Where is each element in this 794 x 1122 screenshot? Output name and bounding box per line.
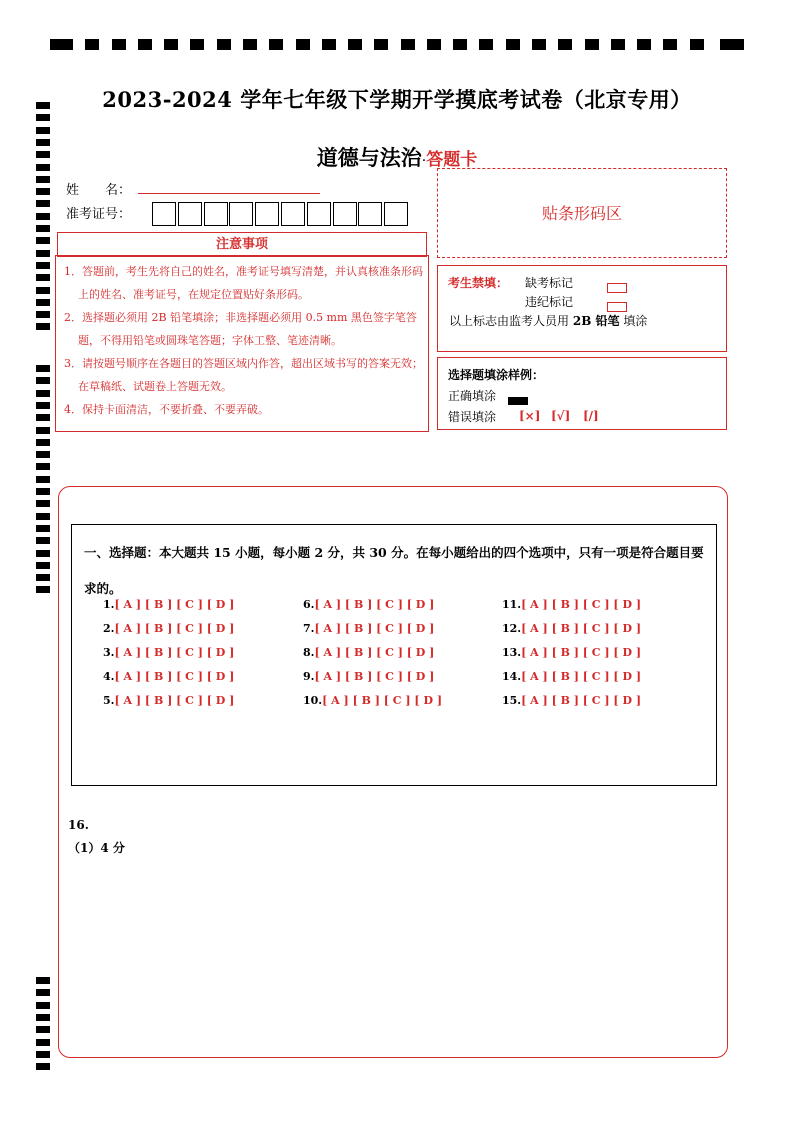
timing-mark bbox=[36, 390, 50, 397]
notice-item: 1．答题前，考生先将自己的姓名，准考证号填写清楚，并认真核准条形码上的姓名、准考证号，在规定位置贴好条形码。 bbox=[64, 265, 423, 301]
timing-mark bbox=[164, 39, 178, 50]
timing-mark bbox=[36, 225, 50, 232]
section1-instruction: 一、选择题：本大题共 15 小题，每小题 2 分，共 30 分。在每小题给出的四个选项中，只有一项是符合题目要求的。 bbox=[84, 545, 704, 596]
timing-mark bbox=[36, 463, 50, 470]
timing-mark bbox=[532, 39, 546, 50]
timing-mark bbox=[637, 39, 651, 50]
exam-id-digit-box[interactable] bbox=[333, 202, 357, 226]
mc-question bbox=[502, 694, 641, 707]
mc-answer-options[interactable]: [ A ] [ B ] [ C ] [ D ] bbox=[114, 694, 235, 707]
mc-answer-options[interactable]: [ A ] [ B ] [ C ] [ D ] bbox=[521, 646, 642, 659]
name-field[interactable] bbox=[138, 193, 320, 194]
mc-answer-options[interactable]: [ A ] [ B ] [ C ] [ D ] bbox=[314, 622, 435, 635]
wrong-mark-check: [√] bbox=[551, 409, 571, 423]
mc-question-number: 9. bbox=[303, 670, 315, 683]
sample-title: 选择题填涂样例： bbox=[448, 368, 545, 382]
mc-answer-options[interactable]: [ A ] [ B ] [ C ] [ D ] bbox=[521, 622, 642, 635]
ban-note-bold: 2B 铅笔 bbox=[572, 314, 620, 328]
timing-mark bbox=[36, 977, 50, 984]
mc-question bbox=[303, 670, 434, 683]
exam-id-digit-box[interactable] bbox=[307, 202, 331, 226]
timing-mark bbox=[36, 1051, 50, 1058]
absent-mark-box[interactable] bbox=[607, 283, 627, 293]
wrong-mark-cross: [×] bbox=[519, 409, 541, 423]
multiple-choice-section bbox=[71, 524, 717, 786]
timing-mark bbox=[690, 39, 704, 50]
notice-list bbox=[56, 256, 428, 421]
timing-mark bbox=[36, 262, 50, 269]
timing-mark bbox=[36, 550, 50, 557]
subtitle-separator: · bbox=[421, 153, 427, 169]
mc-question bbox=[103, 598, 234, 611]
mc-question-number: 8. bbox=[303, 646, 315, 659]
timing-mark bbox=[296, 39, 310, 50]
mc-question bbox=[502, 670, 641, 683]
timing-mark bbox=[36, 1014, 50, 1021]
correct-fill-sample bbox=[508, 397, 528, 405]
exam-id-digit-box[interactable] bbox=[229, 202, 253, 226]
timing-mark bbox=[611, 39, 625, 50]
timing-mark bbox=[36, 237, 50, 244]
mc-answer-options[interactable]: [ A ] [ B ] [ C ] [ D ] bbox=[314, 646, 435, 659]
ban-note bbox=[449, 312, 647, 329]
exam-id-digit-box[interactable] bbox=[204, 202, 228, 226]
mc-question-number: 1. bbox=[103, 598, 115, 611]
timing-mark bbox=[36, 287, 50, 294]
mc-question-number: 6. bbox=[303, 598, 315, 611]
ban-note-prefix: 以上标志由监考人员用 bbox=[449, 314, 570, 328]
timing-mark bbox=[36, 414, 50, 421]
timing-mark bbox=[36, 989, 50, 996]
question-16-number: 16. bbox=[68, 818, 89, 832]
ban-title: 考生禁填： bbox=[448, 276, 509, 290]
timing-mark bbox=[506, 39, 520, 50]
absent-mark-label: 缺考标记 bbox=[525, 276, 574, 290]
mc-answer-options[interactable]: [ A ] [ B ] [ C ] [ D ] bbox=[314, 670, 435, 683]
timing-mark bbox=[479, 39, 493, 50]
mc-question bbox=[103, 622, 234, 635]
timing-mark bbox=[720, 39, 744, 50]
mc-answer-options[interactable]: [ A ] [ B ] [ C ] [ D ] bbox=[114, 598, 235, 611]
timing-mark bbox=[36, 311, 50, 318]
examiner-only-box bbox=[437, 265, 727, 352]
timing-mark bbox=[190, 39, 204, 50]
mc-question-number: 7. bbox=[303, 622, 315, 635]
timing-mark bbox=[217, 39, 231, 50]
timing-mark bbox=[36, 525, 50, 532]
timing-mark bbox=[36, 323, 50, 330]
subject-title: 道德与法治 bbox=[316, 146, 422, 170]
timing-mark bbox=[453, 39, 467, 50]
timing-mark bbox=[401, 39, 415, 50]
mc-question-number: 14. bbox=[502, 670, 522, 683]
timing-mark bbox=[112, 39, 126, 50]
timing-mark bbox=[36, 365, 50, 372]
exam-title: 2023-2024 学年七年级下学期开学摸底考试卷（北京专用） bbox=[102, 87, 692, 112]
mc-question bbox=[502, 646, 641, 659]
mc-question bbox=[303, 694, 442, 707]
timing-mark bbox=[36, 213, 50, 220]
notice-box bbox=[55, 255, 429, 432]
timing-mark bbox=[85, 39, 99, 50]
timing-mark bbox=[36, 299, 50, 306]
exam-id-label: 准考证号： bbox=[66, 207, 132, 222]
timing-mark bbox=[36, 500, 50, 507]
mc-question bbox=[303, 646, 434, 659]
violation-mark-box[interactable] bbox=[607, 302, 627, 312]
mc-question-number: 3. bbox=[103, 646, 115, 659]
timing-mark bbox=[585, 39, 599, 50]
exam-id-digit-box[interactable] bbox=[384, 202, 408, 226]
barcode-area bbox=[437, 168, 727, 258]
mc-question-number: 12. bbox=[502, 622, 522, 635]
timing-mark bbox=[36, 427, 50, 434]
timing-mark bbox=[36, 274, 50, 281]
notice-item: 4．保持卡面清洁，不要折叠、不要弄破。 bbox=[64, 403, 269, 416]
mc-answer-options[interactable]: [ A ] [ B ] [ C ] [ D ] bbox=[322, 694, 443, 707]
timing-mark bbox=[36, 250, 50, 257]
timing-mark bbox=[36, 200, 50, 207]
card-label: 答题卡 bbox=[426, 150, 478, 170]
mc-answer-options[interactable]: [ A ] [ B ] [ C ] [ D ] bbox=[521, 694, 642, 707]
notice-item: 2．选择题必须用 2B 铅笔填涂；非选择题必须用 0.5 mm 黑色签字笔答题，不得用铅笔或圆珠笔答题；字体工整、笔迹清晰。 bbox=[64, 311, 417, 347]
timing-mark bbox=[36, 127, 50, 134]
mc-question bbox=[103, 694, 234, 707]
ban-note-suffix: 填涂 bbox=[623, 314, 648, 328]
timing-mark bbox=[36, 114, 50, 121]
exam-id-digit-box[interactable] bbox=[178, 202, 202, 226]
timing-mark bbox=[36, 176, 50, 183]
mc-question bbox=[103, 646, 234, 659]
notice-title: 注意事项 bbox=[57, 232, 427, 257]
exam-id-digit-box[interactable] bbox=[152, 202, 176, 226]
timing-mark bbox=[243, 39, 257, 50]
mc-question bbox=[303, 622, 434, 635]
timing-mark bbox=[36, 488, 50, 495]
mc-answer-options[interactable]: [ A ] [ B ] [ C ] [ D ] bbox=[314, 598, 435, 611]
mc-answer-options[interactable]: [ A ] [ B ] [ C ] [ D ] bbox=[114, 622, 235, 635]
mc-answer-options[interactable]: [ A ] [ B ] [ C ] [ D ] bbox=[114, 646, 235, 659]
timing-mark bbox=[36, 1002, 50, 1009]
timing-mark bbox=[36, 562, 50, 569]
timing-mark bbox=[36, 1039, 50, 1046]
question-16-part-1: （1）4 分 bbox=[68, 841, 125, 855]
mc-question bbox=[103, 670, 234, 683]
barcode-label: 贴条形码区 bbox=[541, 204, 622, 223]
timing-mark bbox=[138, 39, 152, 50]
exam-id-digit-box[interactable] bbox=[255, 202, 279, 226]
timing-mark bbox=[269, 39, 283, 50]
timing-mark bbox=[36, 451, 50, 458]
timing-mark bbox=[322, 39, 336, 50]
correct-fill-label: 正确填涂 bbox=[448, 389, 497, 403]
timing-mark bbox=[36, 513, 50, 520]
mc-answer-options[interactable]: [ A ] [ B ] [ C ] [ D ] bbox=[114, 670, 235, 683]
timing-mark bbox=[36, 1063, 50, 1070]
violation-mark-label: 违纪标记 bbox=[525, 295, 574, 309]
exam-id-boxes bbox=[152, 202, 408, 226]
timing-mark bbox=[36, 439, 50, 446]
timing-mark bbox=[36, 476, 50, 483]
name-label: 姓 名： bbox=[66, 183, 132, 198]
wrong-mark-slash: [/] bbox=[583, 409, 599, 423]
exam-id-digit-box[interactable] bbox=[358, 202, 382, 226]
timing-mark bbox=[348, 39, 362, 50]
timing-mark bbox=[36, 377, 50, 384]
timing-mark bbox=[663, 39, 677, 50]
mc-question-number: 10. bbox=[303, 694, 323, 707]
mc-question-number: 5. bbox=[103, 694, 115, 707]
mc-answer-options[interactable]: [ A ] [ B ] [ C ] [ D ] bbox=[521, 670, 642, 683]
mc-question bbox=[502, 622, 641, 635]
notice-item: 3．请按题号顺序在各题目的答题区域内作答，超出区域书写的答案无效；在草稿纸、试题卷上答题无效。 bbox=[64, 357, 423, 393]
mc-question-number: 15. bbox=[502, 694, 522, 707]
timing-mark bbox=[558, 39, 572, 50]
timing-mark bbox=[36, 537, 50, 544]
timing-mark bbox=[36, 1026, 50, 1033]
timing-mark bbox=[36, 574, 50, 581]
fill-sample-box bbox=[437, 357, 727, 430]
mc-question-number: 11. bbox=[502, 598, 522, 611]
mc-question bbox=[502, 598, 641, 611]
exam-id-digit-box[interactable] bbox=[281, 202, 305, 226]
mc-question-number: 2. bbox=[103, 622, 115, 635]
mc-answer-options[interactable]: [ A ] [ B ] [ C ] [ D ] bbox=[521, 598, 642, 611]
timing-mark bbox=[427, 39, 441, 50]
timing-mark bbox=[36, 402, 50, 409]
timing-mark bbox=[50, 39, 73, 50]
mc-question bbox=[303, 598, 434, 611]
mc-question-number: 13. bbox=[502, 646, 522, 659]
mc-question-number: 4. bbox=[103, 670, 115, 683]
timing-mark bbox=[374, 39, 388, 50]
timing-mark bbox=[36, 188, 50, 195]
timing-mark bbox=[36, 586, 50, 593]
wrong-fill-label: 错误填涂 bbox=[448, 410, 497, 424]
